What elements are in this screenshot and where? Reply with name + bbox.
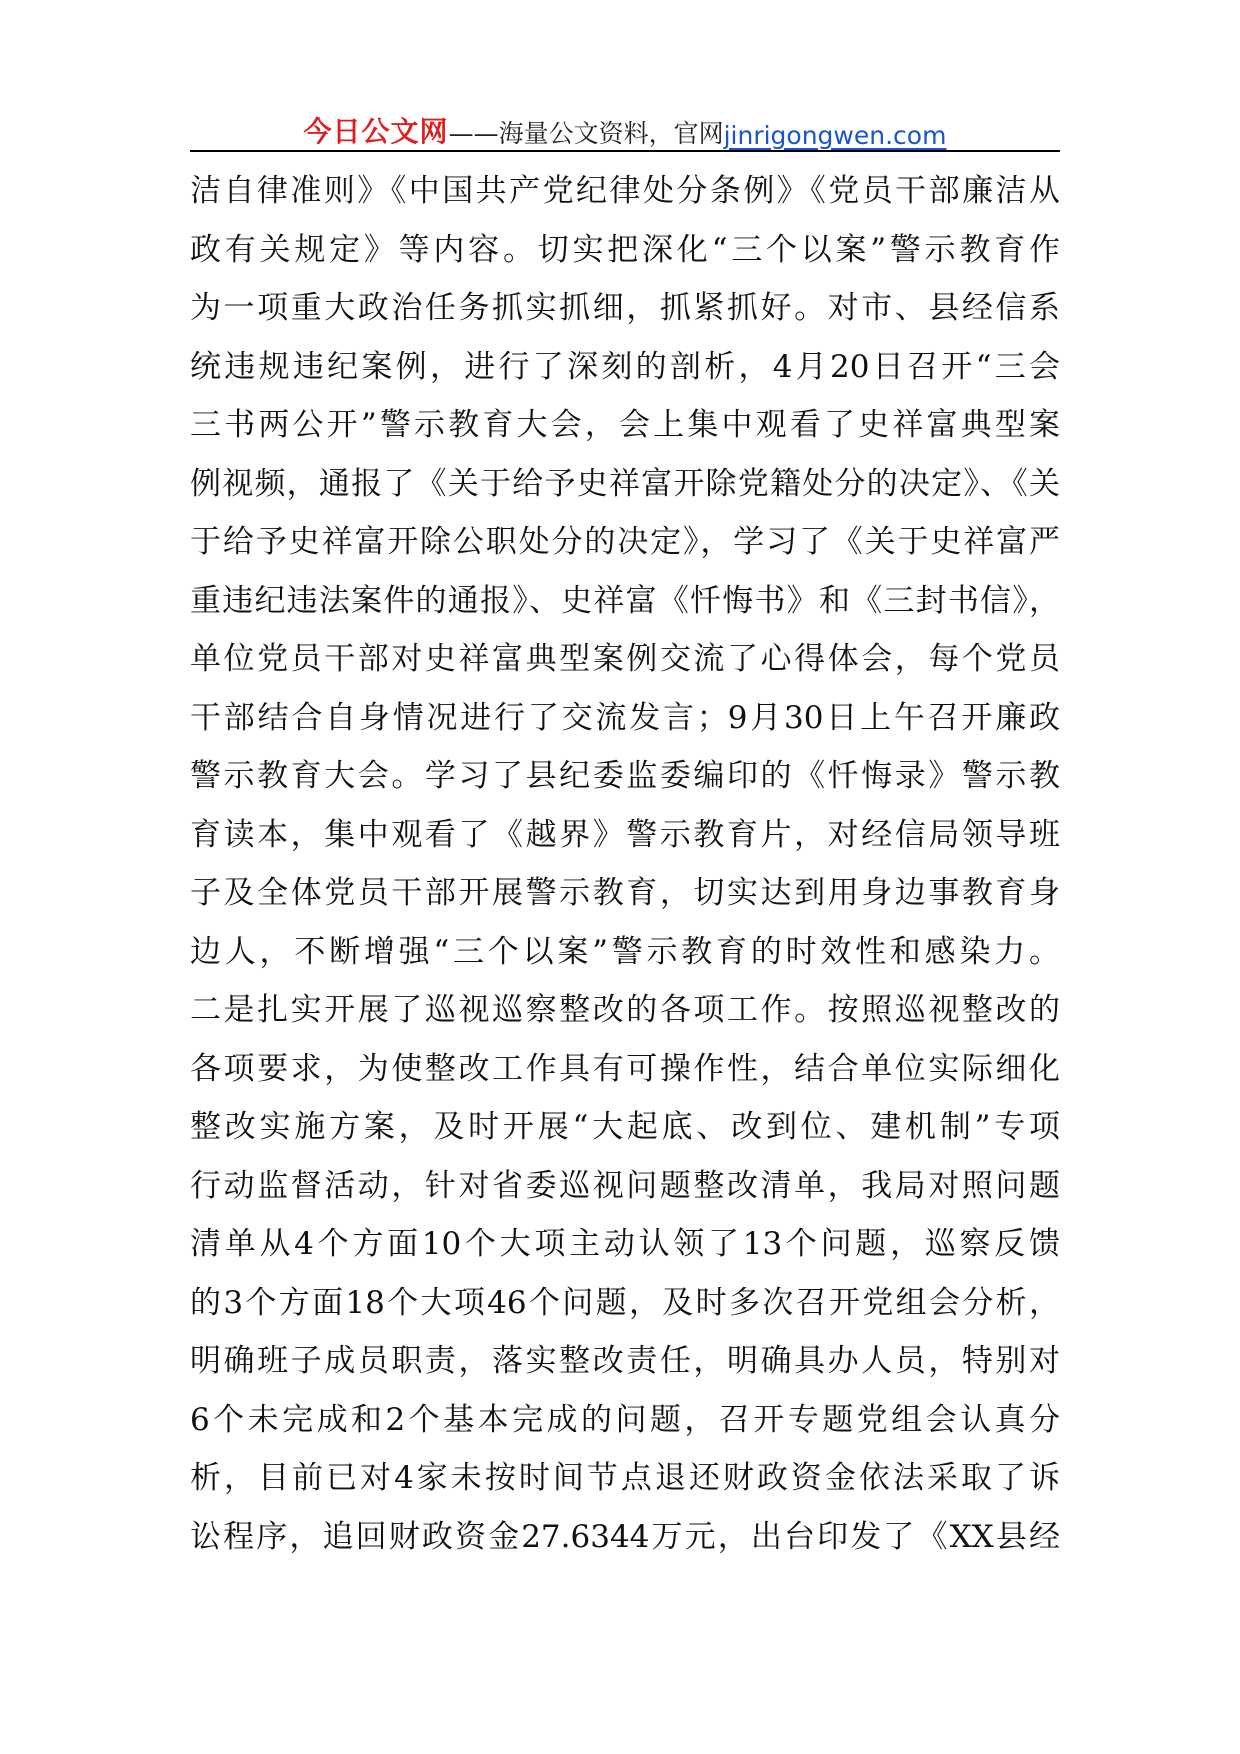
body-line: 整改实施方案，及时开展“大起底、改到位、建机制”专项 <box>190 1109 1060 1145</box>
site-brand: 今日公文网 <box>303 115 449 148</box>
body-line: 为一项重大政治任务抓实抓细，抓紧抓好。对市、县经信系 <box>190 290 1060 326</box>
body-line: 重违纪违法案件的通报》、史祥富《忏悔书》和《三封书信》， <box>190 582 1060 619</box>
document-body <box>190 162 1060 1566</box>
body-line: 政有关规定》等内容。切实把深化“三个以案”警示教育作 <box>190 231 1060 268</box>
body-line: 各项要求，为使整改工作具有可操作性，结合单位实际细化 <box>190 1050 1060 1087</box>
page-header <box>190 104 1060 150</box>
header-divider <box>190 150 1060 152</box>
body-line: 警示教育大会。学习了县纪委监委编印的《忏悔录》警示教 <box>190 758 1060 794</box>
body-line: 育读本，集中观看了《越界》警示教育片，对经信局领导班 <box>190 816 1060 853</box>
body-line: 行动监督活动，针对省委巡视问题整改清单，我局对照问题 <box>190 1167 1060 1204</box>
body-line: 子及全体党员干部开展警示教育，切实达到用身边事教育身 <box>190 875 1060 911</box>
body-line: 二是扎实开展了巡视巡察整改的各项工作。按照巡视整改的 <box>190 992 1060 1028</box>
body-line: 单位党员干部对史祥富典型案例交流了心得体会，每个党员 <box>190 641 1060 677</box>
body-line: 干部结合自身情况进行了交流发言；9月30日上午召开廉政 <box>190 699 1060 736</box>
body-line: 的3个方面18个大项46个问题，及时多次召开党组会分析， <box>190 1284 1060 1321</box>
body-line: 例视频，通报了《关于给予史祥富开除党籍处分的决定》、《关 <box>190 465 1060 502</box>
body-line: 于给予史祥富开除公职处分的决定》，学习了《关于史祥富严 <box>190 524 1060 560</box>
body-line: 三书两公开”警示教育大会，会上集中观看了史祥富典型案 <box>190 407 1060 443</box>
body-line: 6个未完成和2个基本完成的问题，召开专题党组会认真分 <box>190 1401 1060 1438</box>
site-url-link[interactable]: jinrigongwen.com <box>723 121 947 150</box>
body-line: 边人，不断增强“三个以案”警示教育的时效性和感染力。 <box>190 933 1060 970</box>
body-line: 清单从4个方面10个大项主动认领了13个问题，巡察反馈 <box>190 1226 1060 1262</box>
body-line: 明确班子成员职责，落实整改责任，明确具办人员，特别对 <box>190 1343 1060 1379</box>
body-line: 统违规违纪案例，进行了深刻的剖析，4月20日召开“三会 <box>190 348 1060 385</box>
body-line: 析，目前已对4家未按时间节点退还财政资金依法采取了诉 <box>190 1460 1060 1496</box>
site-tagline: ——海量公文资料，官网 <box>448 119 724 148</box>
body-line: 讼程序，追回财政资金27.6344万元，出台印发了《XX县经 <box>190 1518 1060 1555</box>
body-line: 洁自律准则》《中国共产党纪律处分条例》《党员干部廉洁从 <box>190 173 1060 209</box>
